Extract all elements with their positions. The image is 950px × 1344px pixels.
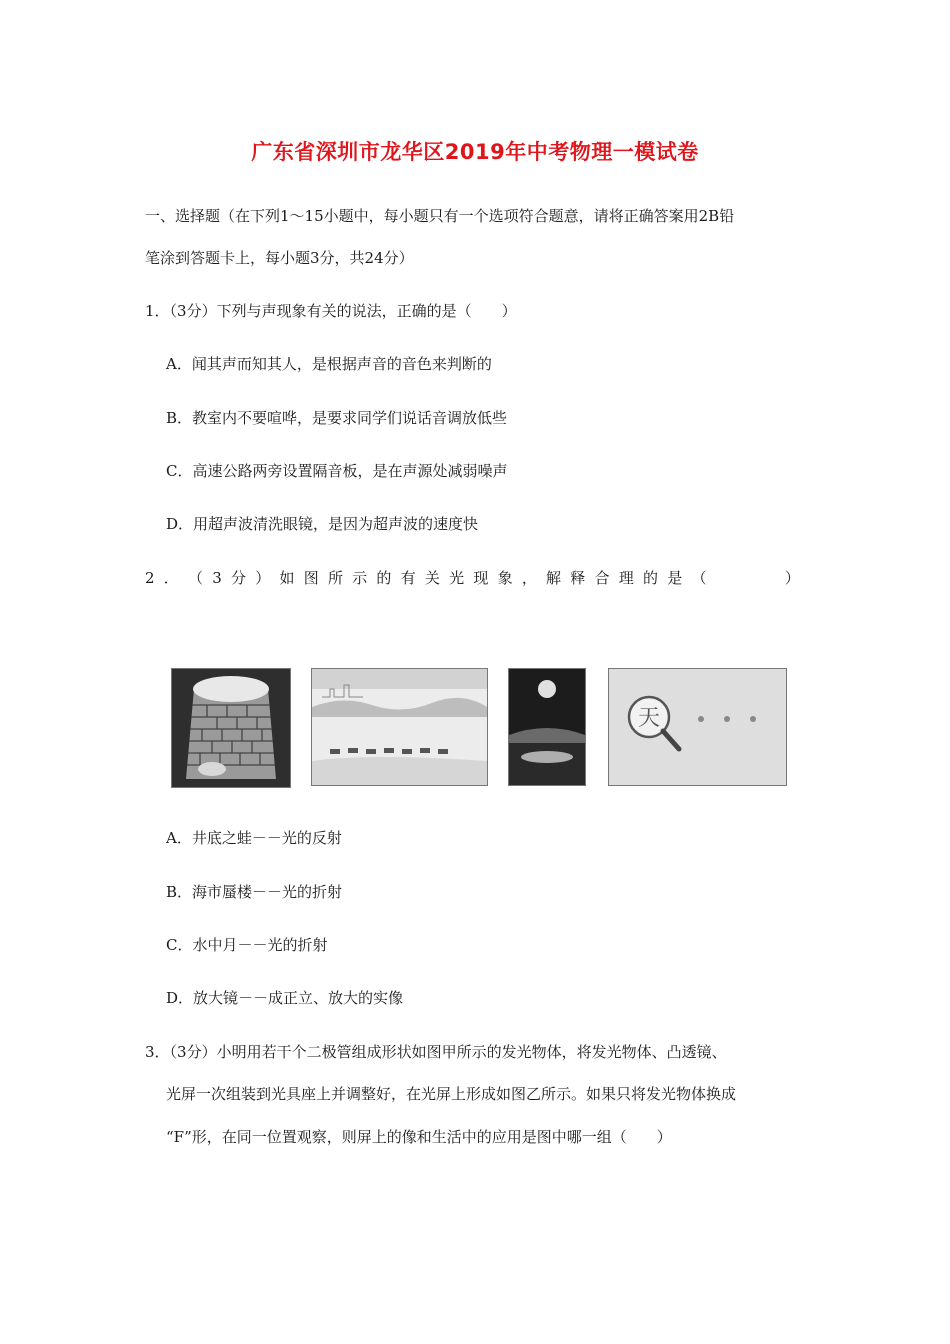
- question-1-option-c: C．高速公路两旁设置隔音板，是在声源处减弱噪声: [166, 462, 508, 480]
- question-2-option-d: D．放大镜－－成正立、放大的实像: [166, 989, 404, 1007]
- question-2-option-c: C．水中月－－光的折射: [166, 936, 328, 954]
- question-2-option-a: A．井底之蛙－－光的反射: [166, 829, 342, 847]
- question-3-stem-line-1: 3．（3分）小明用若干个二极管组成形状如图甲所示的发光物体，将发光物体、凸透镜、: [145, 1043, 727, 1061]
- question-1-option-a: A．闻其声而知其人，是根据声音的音色来判断的: [166, 355, 492, 373]
- question-3-stem-line-3: “F”形，在同一位置观察，则屏上的像和生活中的应用是图中哪一组（ ）: [166, 1128, 672, 1146]
- question-3-stem-line-2: 光屏一次组装到光具座上并调整好，在光屏上形成如图乙所示。如果只将发光物体换成: [166, 1085, 737, 1103]
- question-1-option-b: B．教室内不要喧哗，是要求同学们说话音调放低些: [166, 409, 508, 427]
- question-2-option-b: B．海市蜃楼－－光的折射: [166, 883, 343, 901]
- magnifier-character: 天: [637, 706, 661, 731]
- figure-magnifier: [608, 668, 787, 786]
- page-title: 广东省深圳市龙华区2019年中考物理一模试卷: [251, 140, 699, 164]
- section-heading-line-1: 一、选择题（在下列1～15小题中，每小题只有一个选项符合题意，请将正确答案用2B铅: [145, 207, 735, 225]
- figure-well-frog: [171, 668, 291, 788]
- figure-moon-water: [508, 668, 586, 786]
- section-heading-line-2: 笔涂到答题卡上，每小题3分，共24分）: [145, 249, 414, 267]
- figure-mirage: [311, 668, 488, 786]
- question-2-stem: 2 ． （ 3 分 ） 如 图 所 示 的 有 关 光 现 象 ， 解 释 合 理 的 是 （ ）: [145, 569, 800, 587]
- question-2-figures: [0, 668, 950, 796]
- question-1-option-d: D．用超声波清洗眼镜，是因为超声波的速度快: [166, 515, 479, 533]
- question-1-stem: 1．（3分）下列与声现象有关的说法，正确的是（ ）: [145, 302, 517, 320]
